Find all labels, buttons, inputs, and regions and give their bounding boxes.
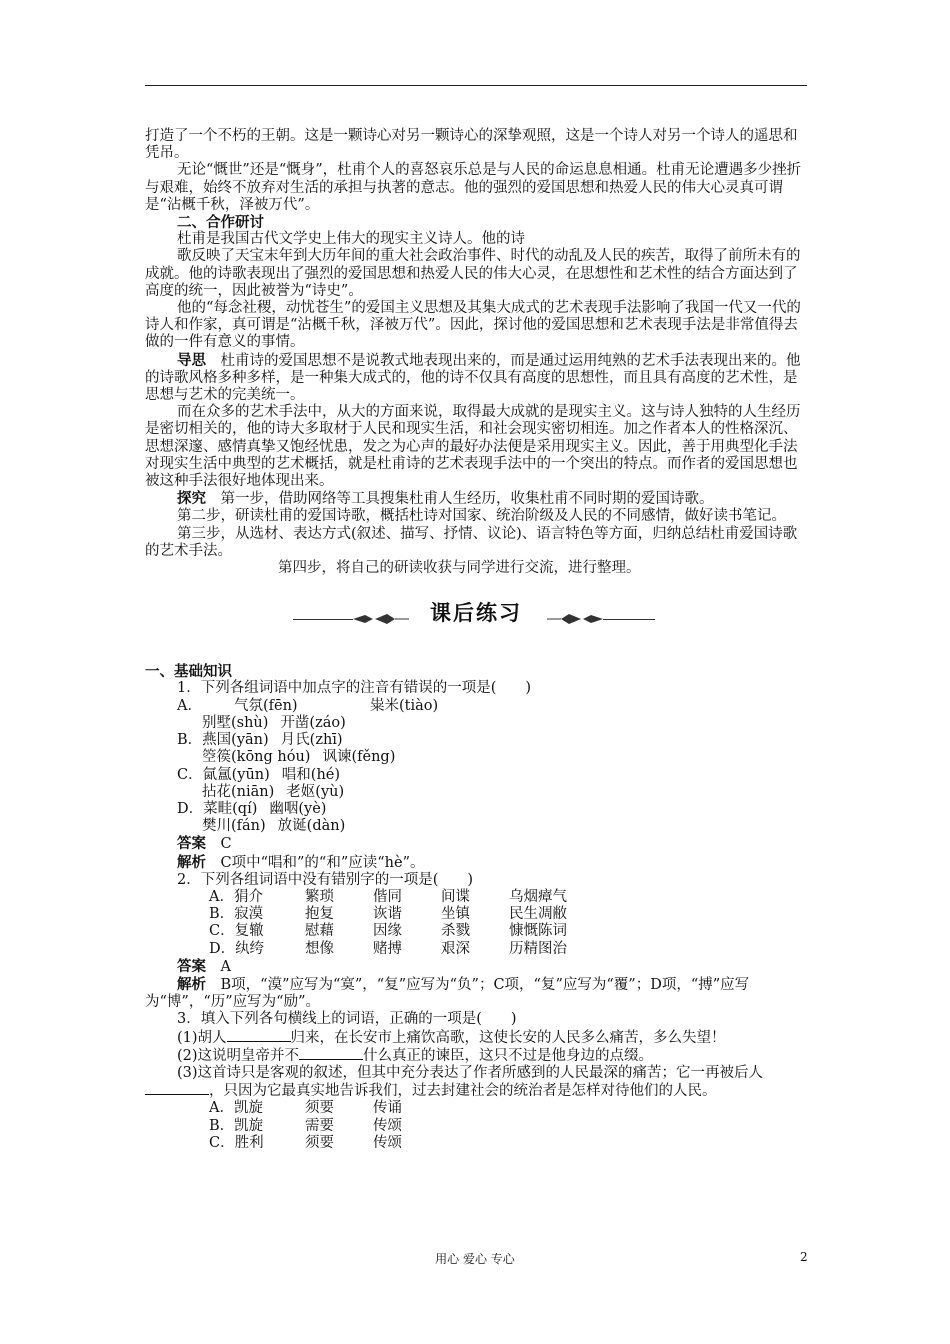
- q3-sentence-2: [145, 1047, 807, 1065]
- q1-analysis: [145, 854, 807, 872]
- option-cell: 想像: [305, 940, 334, 957]
- fill-blank[interactable]: [227, 1029, 291, 1042]
- option-cell: 历精图治: [509, 940, 567, 957]
- q1-c-word-1: 氤氲(yūn): [202, 766, 270, 783]
- page-number: 2: [800, 1250, 808, 1264]
- q3-s2-before: (2)这说明皇帝并不: [177, 1047, 300, 1064]
- explore-paragraph: [145, 490, 807, 508]
- intro-paragraph-2: 无论“慨世”还是“慨身”，杜甫个人的喜怒哀乐总是与人民的命运息息相通。杜甫无论遭遇多少挫折与艰难，始终不放弃对生活的承担与执著的意志。他的强烈的爱国思想和热爱人民的伟大心灵真可谓是“沾概千秋，泽被万代”。: [145, 162, 802, 213]
- option-cell: 须要: [305, 1100, 334, 1117]
- option-row: [145, 923, 807, 940]
- fill-blank[interactable]: [145, 1082, 209, 1095]
- option-cell: 艰深: [441, 940, 470, 957]
- q1-option-a-line2: [145, 715, 807, 732]
- option-cell: 乌烟瘴气: [509, 888, 567, 905]
- q3-options: [145, 1100, 807, 1152]
- q1-stem: 1．下列各组词语中加点字的注音有错误的一项是( ): [177, 680, 532, 697]
- q3-s1-before: (1)胡人: [177, 1029, 227, 1046]
- q1-answer: [145, 835, 807, 853]
- option-label: A．: [177, 697, 202, 714]
- q2-answer-value: A: [220, 958, 231, 975]
- q1-c-word-2: 唱和(hé): [281, 766, 341, 783]
- guide-paragraph-1: [145, 352, 807, 405]
- q1-option-d: [145, 801, 807, 818]
- option-label: D．: [177, 800, 204, 817]
- q1-option-c: [145, 767, 807, 784]
- q1-c-word-3: 拈花(niān): [202, 783, 275, 800]
- q2-analysis: [145, 976, 807, 1011]
- option-cell: 间谍: [441, 888, 470, 905]
- option-row: [145, 889, 807, 906]
- banner-right-line: [603, 619, 655, 620]
- option-cell: 须要: [305, 1134, 334, 1151]
- q3-sentence-1: [145, 1029, 807, 1047]
- exercise-heading: 一、基础知识: [145, 663, 232, 681]
- option-cell: 繁琐: [305, 888, 334, 905]
- q1-option-a: [145, 698, 807, 715]
- option-cell: 杀戮: [441, 923, 470, 940]
- option-cell: 民生凋敝: [509, 906, 567, 923]
- q1-a-word-2: 粜米(tiào): [369, 697, 439, 714]
- q3-s1-after: 归来，在长安市上痛饮高歌，这使长安的人民多么痛苦，多么失望！: [290, 1029, 726, 1046]
- option-label: B．: [177, 732, 203, 749]
- guide-text-1: 杜甫诗的爱国思想不是说教式地表现出来的，而是通过运用纯熟的艺术手法表现出来的。他的诗歌风格多种多样，是一种集大成式的，他的诗不仅具有高度的思想性，而且具有高度的艺术性，是思想与艺术的完美统一。: [145, 352, 801, 404]
- option-cell: 赌搏: [373, 940, 402, 957]
- q1-b-word-2: 月氏(zhī): [280, 732, 343, 749]
- q1-option-b-line2: [145, 749, 807, 766]
- fill-blank[interactable]: [299, 1047, 363, 1060]
- q1-option-b: [145, 732, 807, 749]
- q1-c-word-4: 老妪(yù): [286, 783, 345, 800]
- answer-label: 答案: [177, 957, 206, 975]
- q2-analysis-text: B项，“漠”应写为“寞”，“复”应写为“负”；C项，“复”应写为“覆”；D项，“搏”应写为“博”，“历”应写为“励”。: [145, 976, 750, 1011]
- q3-s2-after: 什么真正的谏臣，这只不过是他身边的点缀。: [363, 1047, 654, 1064]
- q3-stem: 3．填入下列各句横线上的词语，正确的一项是( ): [177, 1011, 517, 1028]
- q1-a-word-1: 气氛(fēn): [233, 697, 298, 714]
- header-rule: [145, 85, 807, 86]
- q1-d-word-4: 放诞(dàn): [277, 818, 346, 835]
- option-cell: 抱复: [305, 906, 334, 923]
- answer-label: 答案: [177, 835, 206, 853]
- intro-paragraph-1: 打造了一个不朽的王朝。这是一颗诗心对另一颗诗心的深挚观照，这是一个诗人对另一个诗人的遥思和凭吊。: [145, 128, 798, 162]
- option-cell: 偕同: [373, 888, 402, 905]
- option-cell: 诙谐: [373, 906, 402, 923]
- q3-s3-after: ，只因为它最真实地告诉我们，过去封建社会的统治者是怎样对待他们的人民。: [209, 1083, 717, 1100]
- option-row: [145, 941, 807, 958]
- banner-title: 课后练习: [430, 601, 522, 626]
- option-cell: A．狷介: [209, 888, 263, 905]
- q1-b-word-1: 燕国(yān): [202, 732, 269, 749]
- q1-d-word-3: 樊川(fán): [202, 818, 266, 835]
- q3-s3-before: (3)这首诗只是客观的叙述，但其中充分表达了作者所感到的人民最深的痛苦；它一再被后人: [177, 1064, 764, 1081]
- q1-option-c-line2: [145, 784, 807, 801]
- explore-step-4: 第四步，将自己的研读收获与同学进行交流，进行整理。: [278, 560, 641, 577]
- banner-right-ornament-icon: [545, 611, 605, 627]
- q1-option-d-line2: [145, 818, 807, 835]
- option-cell: D．纨绔: [209, 940, 265, 957]
- option-cell: C．复辙: [209, 923, 264, 940]
- q2-options: [145, 889, 807, 958]
- option-cell: 慷慨陈词: [509, 923, 567, 940]
- option-row: [145, 1100, 807, 1117]
- guide-paragraph-2: 而在众多的艺术手法中，从大的方面来说，取得最大成就的是现实主义。这与诗人独特的人生经历是密切相关的，他的诗大多取材于人民和现实生活，和社会现实密切相连。加之作者本人的性格深沉、思想深邃、感情真挚又饱经忧患，发之为心声的最好办法便是采用现实主义。因此，善于用典型化手法对现实生活中典型的艺术概括，就是杜甫诗的艺术表现手法中的一个突出的特点。而作者的爱国思想也被这种手法很好地体现出来。: [145, 404, 801, 490]
- q2-stem: 2．下列各组词语中没有错别字的一项是( ): [177, 871, 474, 888]
- option-cell: 传颂: [373, 1134, 402, 1151]
- q1-analysis-text: C项中“唱和”的“和”应读“hè”。: [220, 854, 425, 871]
- section-heading-cooperation: 二、合作研讨: [177, 214, 264, 232]
- topic-paragraph-3: 他的“每念社稷，动忧苍生”的爱国主义思想及其集大成式的艺术表现手法影响了我国一代又一代的诗人和作家，真可谓是“沾概千秋，泽被万代”。因此，探讨他的爱国思想和艺术表现手法是非常值得去做的一件有意义的事情。: [145, 300, 801, 351]
- option-row: [145, 1135, 807, 1152]
- section-banner: [145, 597, 807, 641]
- q1-a-word-3: 别墅(shù): [202, 714, 269, 731]
- option-cell: 坐镇: [441, 906, 470, 923]
- q1-answer-value: C: [220, 836, 232, 853]
- option-cell: 慰藉: [305, 923, 334, 940]
- q1-d-word-2: 幽咽(yè): [269, 800, 327, 817]
- explore-step-1: 第一步，借助网络等工具搜集杜甫人生经历，收集杜甫不同时期的爱国诗歌。: [220, 491, 714, 508]
- explore-step-3: 第三步，从选材、表达方式(叙述、描写、抒情、议论)、语言特色等方面，归纳总结杜甫爱国诗歌的艺术手法。: [145, 525, 798, 559]
- option-cell: 传颂: [373, 1117, 402, 1134]
- option-cell: C．胜利: [209, 1134, 264, 1151]
- option-cell: 传诵: [373, 1100, 402, 1117]
- option-cell: B．凯旋: [209, 1117, 264, 1134]
- q1-b-word-4: 讽谏(fěng): [322, 749, 396, 766]
- q1-a-word-4: 开凿(záo): [280, 714, 346, 731]
- option-cell: A．凯旋: [209, 1100, 263, 1117]
- option-cell: 需要: [305, 1117, 334, 1134]
- q2-answer: [145, 958, 807, 976]
- q1-b-word-3: 箜篌(kōng hóu): [202, 749, 311, 766]
- explore-label: 探究: [177, 490, 206, 508]
- option-row: [145, 1118, 807, 1135]
- option-cell: B．寂漠: [209, 906, 264, 923]
- guide-label: 导思: [177, 351, 206, 369]
- footer-motto: 用心 爱心 专心: [435, 1252, 515, 1266]
- analysis-label: 解析: [177, 853, 206, 871]
- q1-d-word-1: 菜畦(qí): [203, 800, 258, 817]
- topic-paragraph-1: 杜甫是我国古代文学史上伟大的现实主义诗人。他的诗: [177, 231, 525, 248]
- option-cell: 因缘: [373, 923, 402, 940]
- option-label: C．: [177, 766, 203, 783]
- document-body: [145, 128, 807, 1152]
- option-row: [145, 906, 807, 923]
- topic-paragraph-2: 歌反映了天宝末年到大历年间的重大社会政治事件、时代的动乱及人民的疾苦，取得了前所未有的成就。他的诗歌表现出了强烈的爱国思想和热爱人民的伟大心灵，在思想性和艺术性的结合方面达到了高度的统一，因此被誉为“诗史”。: [145, 248, 801, 299]
- q3-sentence-3: [145, 1065, 807, 1100]
- analysis-label: 解析: [177, 975, 206, 993]
- explore-step-2: 第二步，研读杜甫的爱国诗歌，概括杜诗对国家、统治阶级及人民的不同感情，做好读书笔记。: [177, 508, 786, 525]
